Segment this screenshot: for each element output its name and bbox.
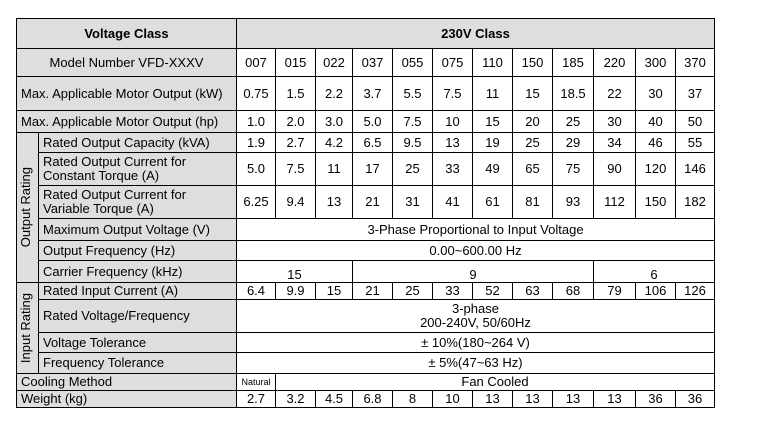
input-current-cell: 15 [316, 283, 353, 300]
motor-kw-row [17, 77, 715, 111]
weight-cell: 13 [594, 391, 636, 408]
output-current-ct-label: Rated Output Current for Constant Torque (A) [39, 153, 237, 186]
voltage-class-value: 230V Class [237, 19, 715, 49]
output-capacity-cell: 1.9 [237, 133, 276, 153]
output-capacity-cell: 46 [636, 133, 676, 153]
rated-voltage-frequency-row [17, 300, 715, 333]
input-current-cell: 6.4 [237, 283, 276, 300]
output-frequency-label: Output Frequency (Hz) [39, 241, 237, 261]
cooling-method-label: Cooling Method [17, 374, 237, 391]
output-current-ct-cell: 25 [393, 153, 433, 186]
output-current-ct-cell: 33 [433, 153, 473, 186]
output-capacity-cell: 4.2 [316, 133, 353, 153]
output-rating-label: Output Rating [18, 167, 33, 248]
model-cell: 110 [473, 49, 513, 77]
output-capacity-row [17, 133, 715, 153]
input-current-cell: 126 [676, 283, 715, 300]
frequency-tolerance-label: Frequency Tolerance [39, 353, 237, 374]
output-current-ct-cell: 17 [353, 153, 393, 186]
carrier-frequency-label: Carrier Frequency (kHz) [39, 261, 237, 283]
weight-cell: 13 [513, 391, 553, 408]
frequency-tolerance-row [17, 353, 715, 374]
cooling-fan: Fan Cooled [276, 374, 715, 391]
output-current-vt-row [17, 186, 715, 219]
output-capacity-cell: 19 [473, 133, 513, 153]
output-current-ct-cell: 120 [636, 153, 676, 186]
output-current-vt-cell: 182 [676, 186, 715, 219]
motor-kw-cell: 18.5 [553, 77, 594, 111]
output-capacity-cell: 29 [553, 133, 594, 153]
input-current-cell: 33 [433, 283, 473, 300]
output-frequency-value: 0.00~600.00 Hz [237, 241, 715, 261]
voltage-class-row [17, 19, 715, 49]
output-current-vt-cell: 13 [316, 186, 353, 219]
input-current-cell: 21 [353, 283, 393, 300]
motor-hp-cell: 3.0 [316, 111, 353, 133]
motor-kw-cell: 37 [676, 77, 715, 111]
weight-cell: 36 [636, 391, 676, 408]
weight-cell: 10 [433, 391, 473, 408]
motor-hp-cell: 25 [553, 111, 594, 133]
rated-voltage-phase: 3-phase [452, 301, 499, 316]
output-current-ct-row [17, 153, 715, 186]
motor-hp-cell: 1.0 [237, 111, 276, 133]
motor-kw-cell: 7.5 [433, 77, 473, 111]
motor-kw-cell: 3.7 [353, 77, 393, 111]
voltage-tolerance-label: Voltage Tolerance [39, 333, 237, 353]
output-current-ct-cell: 90 [594, 153, 636, 186]
cooling-method-row [17, 374, 715, 391]
input-current-cell: 106 [636, 283, 676, 300]
max-output-voltage-value: 3-Phase Proportional to Input Voltage [237, 219, 715, 241]
model-cell: 075 [433, 49, 473, 77]
input-current-row [17, 283, 715, 300]
max-output-voltage-row [17, 219, 715, 241]
output-current-vt-cell: 31 [393, 186, 433, 219]
weight-cell: 36 [676, 391, 715, 408]
input-current-label: Rated Input Current (A) [39, 283, 237, 300]
input-current-cell: 25 [393, 283, 433, 300]
motor-hp-cell: 15 [473, 111, 513, 133]
motor-hp-cell: 5.0 [353, 111, 393, 133]
weight-cell: 13 [473, 391, 513, 408]
motor-kw-cell: 22 [594, 77, 636, 111]
input-current-cell: 68 [553, 283, 594, 300]
output-capacity-cell: 34 [594, 133, 636, 153]
motor-kw-cell: 15 [513, 77, 553, 111]
output-current-ct-cell: 7.5 [276, 153, 316, 186]
output-current-vt-cell: 150 [636, 186, 676, 219]
motor-kw-cell: 2.2 [316, 77, 353, 111]
output-capacity-cell: 13 [433, 133, 473, 153]
model-cell: 015 [276, 49, 316, 77]
weight-cell: 4.5 [316, 391, 353, 408]
motor-kw-cell: 30 [636, 77, 676, 111]
motor-hp-label: Max. Applicable Motor Output (hp) [17, 111, 237, 133]
motor-kw-label: Max. Applicable Motor Output (kW) [17, 77, 237, 111]
weight-cell: 8 [393, 391, 433, 408]
output-rating-group [17, 133, 39, 283]
output-current-ct-cell: 75 [553, 153, 594, 186]
output-capacity-cell: 9.5 [393, 133, 433, 153]
frequency-tolerance-value: ± 5%(47~63 Hz) [237, 353, 715, 374]
model-cell: 055 [393, 49, 433, 77]
cooling-natural: Natural [237, 374, 276, 391]
output-current-vt-cell: 21 [353, 186, 393, 219]
motor-kw-cell: 5.5 [393, 77, 433, 111]
rated-voltage-frequency-label: Rated Voltage/Frequency [39, 300, 237, 333]
output-current-vt-cell: 81 [513, 186, 553, 219]
rated-voltage-range: 200-240V, 50/60Hz [420, 315, 531, 330]
motor-kw-cell: 1.5 [276, 77, 316, 111]
motor-hp-cell: 2.0 [276, 111, 316, 133]
output-current-ct-cell: 5.0 [237, 153, 276, 186]
input-rating-group [17, 283, 39, 374]
input-current-cell: 52 [473, 283, 513, 300]
output-current-vt-cell: 41 [433, 186, 473, 219]
model-row [17, 49, 715, 77]
output-current-vt-cell: 9.4 [276, 186, 316, 219]
output-capacity-cell: 55 [676, 133, 715, 153]
input-current-cell: 9.9 [276, 283, 316, 300]
output-current-ct-cell: 49 [473, 153, 513, 186]
model-cell: 007 [237, 49, 276, 77]
carrier-frequency-row [17, 261, 715, 283]
motor-hp-cell: 40 [636, 111, 676, 133]
model-cell: 150 [513, 49, 553, 77]
motor-hp-cell: 7.5 [393, 111, 433, 133]
weight-cell: 13 [553, 391, 594, 408]
output-current-ct-cell: 146 [676, 153, 715, 186]
spec-table [16, 18, 715, 408]
output-current-ct-cell: 65 [513, 153, 553, 186]
motor-kw-cell: 0.75 [237, 77, 276, 111]
weight-label: Weight (kg) [17, 391, 237, 408]
output-current-vt-cell: 93 [553, 186, 594, 219]
model-cell: 370 [676, 49, 715, 77]
motor-hp-cell: 10 [433, 111, 473, 133]
motor-kw-cell: 11 [473, 77, 513, 111]
output-capacity-label: Rated Output Capacity (kVA) [39, 133, 237, 153]
motor-hp-cell: 50 [676, 111, 715, 133]
output-current-vt-label: Rated Output Current for Variable Torque (A) [39, 186, 237, 219]
input-rating-label: Input Rating [18, 292, 33, 364]
motor-hp-row [17, 111, 715, 133]
carrier-frequency-cell: 15 [237, 261, 353, 283]
input-current-cell: 79 [594, 283, 636, 300]
output-current-vt-cell: 61 [473, 186, 513, 219]
model-cell: 220 [594, 49, 636, 77]
voltage-tolerance-row [17, 333, 715, 353]
weight-cell: 6.8 [353, 391, 393, 408]
output-capacity-cell: 6.5 [353, 133, 393, 153]
max-output-voltage-label: Maximum Output Voltage (V) [39, 219, 237, 241]
voltage-tolerance-value: ± 10%(180~264 V) [237, 333, 715, 353]
model-cell: 022 [316, 49, 353, 77]
motor-hp-cell: 30 [594, 111, 636, 133]
rated-voltage-frequency-value [237, 300, 715, 333]
model-cell: 300 [636, 49, 676, 77]
input-current-cell: 63 [513, 283, 553, 300]
carrier-frequency-cell: 9 [353, 261, 594, 283]
output-capacity-cell: 25 [513, 133, 553, 153]
output-current-ct-cell: 11 [316, 153, 353, 186]
carrier-frequency-cell: 6 [594, 261, 715, 283]
model-label: Model Number VFD-XXXV [17, 49, 237, 77]
model-cell: 185 [553, 49, 594, 77]
motor-hp-cell: 20 [513, 111, 553, 133]
output-frequency-row [17, 241, 715, 261]
model-cell: 037 [353, 49, 393, 77]
output-current-vt-cell: 6.25 [237, 186, 276, 219]
voltage-class-label: Voltage Class [17, 19, 237, 49]
weight-cell: 2.7 [237, 391, 276, 408]
weight-cell: 3.2 [276, 391, 316, 408]
output-current-vt-cell: 112 [594, 186, 636, 219]
weight-row [17, 391, 715, 408]
output-capacity-cell: 2.7 [276, 133, 316, 153]
